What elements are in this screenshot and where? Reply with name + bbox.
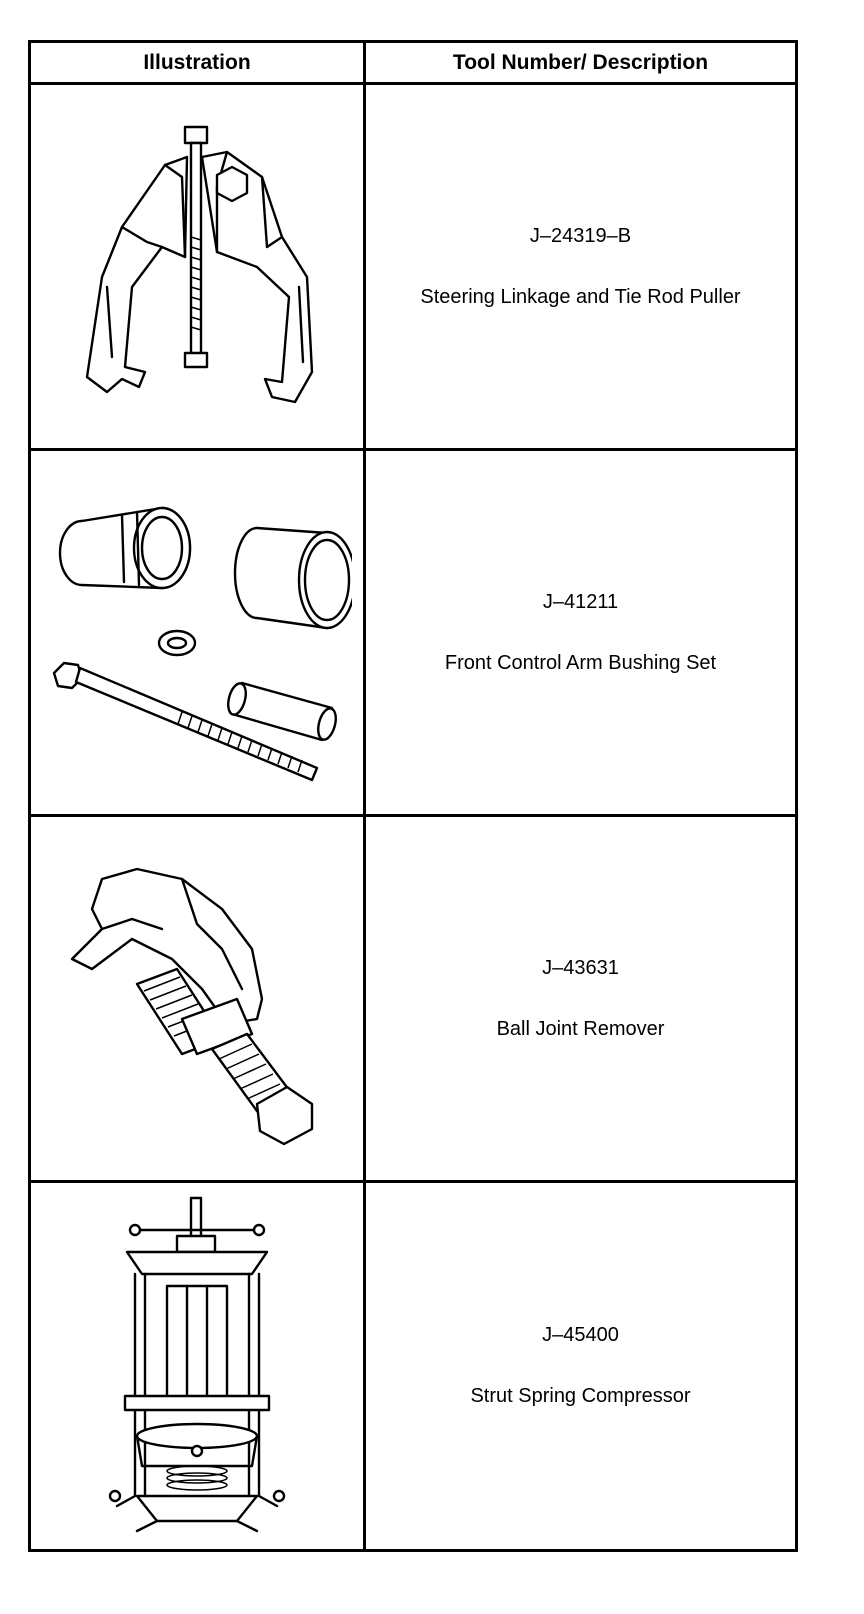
tool-description: Front Control Arm Bushing Set [444, 651, 717, 674]
illustration-cell [31, 817, 366, 1180]
header-description: Tool Number/ Description [452, 50, 709, 74]
table-header-row [31, 43, 795, 85]
tool-table [28, 40, 798, 1552]
tool-description: Strut Spring Compressor [470, 1385, 691, 1407]
tool-description: Steering Linkage and Tie Rod Puller [420, 285, 741, 308]
tool-number: J–24319–B [529, 224, 632, 247]
table-row [31, 817, 795, 1183]
illustration-cell [31, 451, 366, 814]
tool-number: J–41211 [542, 590, 619, 613]
description-cell [366, 451, 795, 814]
table-row [31, 85, 795, 451]
header-illustration: Illustration [31, 43, 366, 82]
tool-number: J–45400 [542, 1324, 619, 1346]
tool-description: Ball Joint Remover [496, 1017, 665, 1040]
bushing-set-icon [42, 478, 352, 788]
tool-number: J–43631 [542, 956, 619, 979]
description-cell [366, 817, 795, 1180]
illustration-cell [31, 85, 366, 448]
tie-rod-puller-icon [67, 117, 327, 417]
ball-joint-remover-icon [62, 849, 332, 1149]
strut-spring-compressor-icon [97, 1196, 297, 1536]
description-cell [366, 1183, 795, 1549]
table-row [31, 451, 795, 817]
illustration-cell [31, 1183, 366, 1549]
description-cell [366, 85, 795, 448]
table-row [31, 1183, 795, 1549]
